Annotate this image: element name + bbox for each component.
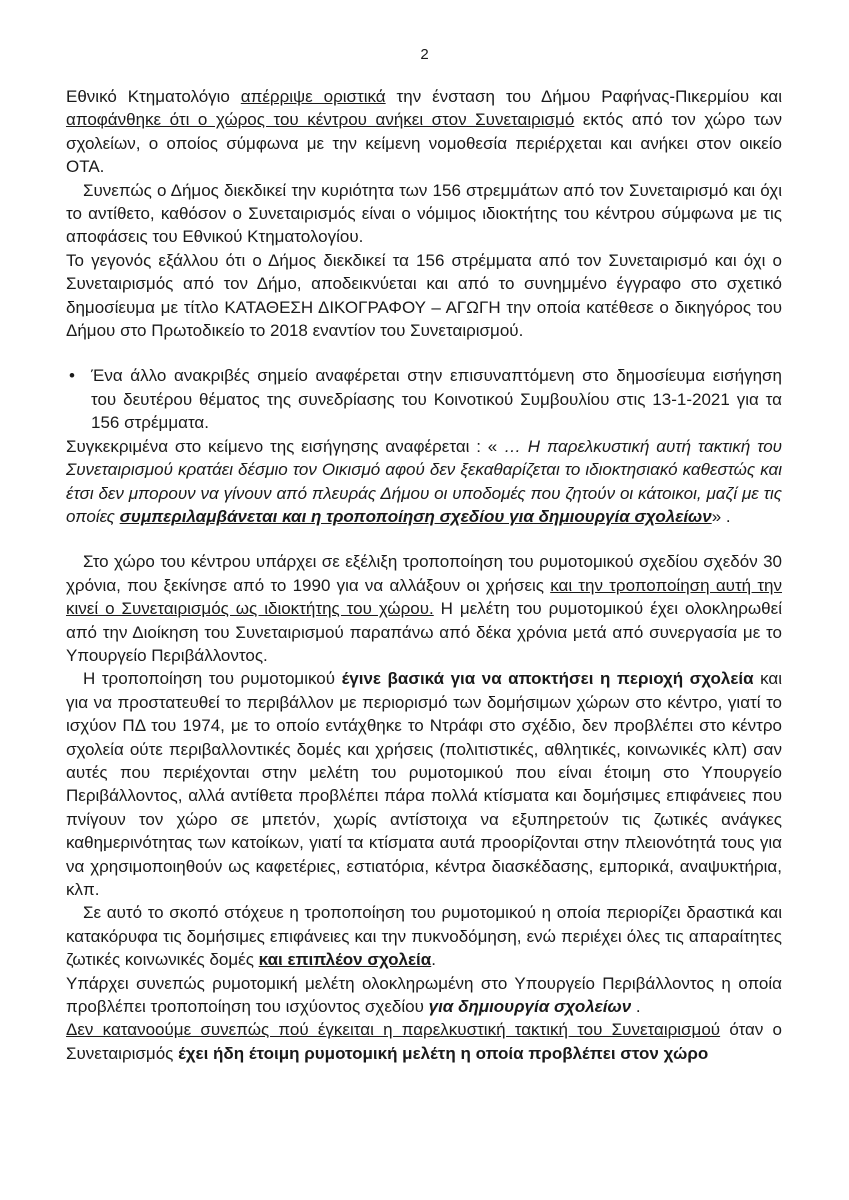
bold-italic-phrase: για δημιουργία σχολείων: [428, 997, 632, 1017]
paragraph-completed-study: [66, 972, 782, 1019]
text-run: όταν ο Συνεταιρισμός: [66, 1020, 783, 1063]
text-run: την ένσταση του Δήμου Ραφήνας-Πικερμίου και: [385, 87, 782, 106]
paragraph-lawsuit-evidence: Το γεγονός εξάλλου ότι ο Δήμος διεκδικεί τα 156 στρέμματα από τον Συνεταιρισμό και όχι ο Συνεταιρισμός από τον Δήμο, αποδεικνύεται και από το συνημμένο έγγραφο στο σχετικό δημοσίευμα με τίτλο ΚΑΤΑΘΕΣΗ ΔΙΚΟΓΡΑΦΟΥ – ΑΓΩΓΗ την οποία κατέθεσε ο δικηγόρος του Δήμου στο Πρωτοδικείο το 2018 εναντίον του Συνεταιρισμού.: [66, 250, 782, 341]
text-run: Στο χώρο του κέντρου υπάρχει σε εξέλιξη τροποποίηση του ρυμοτομικού σχεδίου σχεδόν 30 χρόνια, που ξεκίνησε από το 1990 για να αλλάξουν οι χρήσεις: [66, 552, 782, 595]
text-run: » .: [711, 506, 731, 526]
text-run: και για να προστατευθεί το περιβάλλον με περιορισμό των δομήσιμων χώρων στο κέντρο, γιατί το ισχύον ΠΔ του 1974, με το οποίο εντάχθηκε το Ντράφι στο σχέδιο, δεν προβλέπει στο κέντρο σχολεία ούτε περιβαλλοντικές δομές και χρήσεις (πολιτιστικές, αθλητικές, κοινωνικές κλπ) σαν αυτές που περιέχονται στην μελέτη του ρυμοτομικού που είναι έτοιμη στο Υπουργείο Περιβάλλοντος, αλλά αντίθετα προβλέπει πάρα πολλά κτίσματα και δομήσιμες επιφάνειες που πνίγουν τον χώρο σε μπετόν, χωρίς αντίστοιχα να εξυπηρετούν τις ζωτικές ανάγκες καθημερινότητας των κατοίκων, γιατί τα κτίσματα αυτά προορίζονται στην πλειονότητά τους για να χρησιμοποιηθούν ως καφετέριες, εστιατόρια, κέντρα διασκέδασης, εμπορικά, αναψυκτήρια, κλπ.: [66, 669, 783, 899]
text-run: Συγκεκριμένα στο κείμενο της εισήγησης αναφέρεται : «: [66, 436, 505, 456]
bold-underlined-phrase: και επιπλέον σχολεία: [258, 950, 432, 970]
text-run: εκτός από τον χώρο των σχολείων, ο οποίος σύμφωνα με την κείμενη νομοθεσία περιέρχεται και ανήκει στον οικείο ΟΤΑ.: [66, 110, 782, 177]
paragraph-municipality-claim: Συνεπώς ο Δήμος διεκδικεί την κυριότητα των 156 στρεμμάτων από τον Συνεταιρισμό και όχι το αντίθετο, καθόσον ο Συνεταιρισμός είναι ο νόμιμος ιδιοκτήτης του κέντρου σύμφωνα με τις αποφάσεις του Εθνικού Κτηματολογίου.: [66, 180, 782, 247]
underlined-phrase: Δεν κατανοούμε συνεπώς πού έγκειται η παρελκυστική τακτική του Συνεταιρισμού: [66, 1020, 721, 1040]
bold-phrase: έχει ήδη έτοιμη ρυμοτομική μελέτη η οποία προβλέπει στον χώρο: [178, 1043, 709, 1063]
paragraph-quoted-proposal: [66, 435, 782, 529]
text-run: .: [431, 950, 436, 970]
text-run: Υπάρχει συνεπώς ρυμοτομική μελέτη ολοκληρωμένη στο Υπουργείο Περιβάλλοντος η οποία προβλέπει τροποποίηση του ισχύοντος σχεδίου: [66, 973, 782, 1017]
text-run: .: [631, 997, 641, 1017]
underlined-phrase: και την τροποποίηση αυτή την κινεί ο Συνεταιρισμός ως ιδιοκτήτης του χώρου.: [66, 575, 782, 619]
text-run: Η τροποποίηση του ρυμοτομικού: [83, 669, 342, 689]
paragraph-zoning-goal: [66, 901, 782, 971]
bold-phrase: έγινε βασικά για να αποκτήσει η περιοχή σχολεία: [341, 669, 754, 689]
paragraph-cadastre-ruling: [66, 85, 782, 179]
bold-italic-underlined-phrase: συμπεριλαμβάνεται και η τροποποίηση σχεδίου για δημιουργία σχολείων: [119, 506, 712, 526]
text-run: Σε αυτό το σκοπό στόχευε η τροποποίηση του ρυμοτομικού η οποία περιορίζει δραστικά και κατακόρυφα τις δομήσιμες επιφάνειες και την πυκνοδόμηση, ενώ περιέχει όλες τις απαραίτητες ζωτικές κοινωνικές δομές: [66, 903, 782, 970]
italic-quote: … Η παρελκυστική αυτή τακτική του Συνεταιρισμού κρατάει δέσμιο τον Οικισμό αφού δεν ξεκαθαρίζεται το ιδιοκτησιακό καθεστώς και έτσι δεν μπορουν να γίνουν από πλευράς Δήμου οι υποδομές που ζητούν οι κάτοικοι, μαζί με τις οποίες: [66, 436, 782, 526]
underlined-phrase: απέρριψε οριστικά: [240, 87, 386, 106]
bullet-item: [66, 364, 782, 434]
underlined-phrase: αποφάνθηκε ότι ο χώρος του κέντρου ανήκει στον Συνεταιρισμό: [66, 110, 575, 130]
text-run: Η μελέτη του ρυμοτομικού έχει ολοκληρωθεί από την Διοίκηση του Συνεταιρισμού παραπάνω από δέκα χρόνια μετά από συνεργασία με το Υπουργείο Περιβάλλοντος.: [66, 599, 782, 665]
paragraph-zoning-plan: [66, 550, 782, 667]
paragraph-conclusion: [66, 1018, 782, 1065]
document-body: [66, 85, 782, 1065]
page-number: 2: [420, 46, 429, 63]
text-run: Εθνικό Κτηματολόγιο: [66, 87, 241, 106]
bullet-text: Ένα άλλο ανακριβές σημείο αναφέρεται στην επισυναπτόμενη στο δημοσίευμα εισήγηση του δευτέρου θέματος της συνεδρίασης του Κοινοτικού Συμβουλίου στις 13-1-2021 για τα 156 στρέμματα.: [91, 366, 782, 433]
bullet-icon: •: [69, 366, 75, 386]
paragraph-schools-purpose: [66, 667, 782, 901]
